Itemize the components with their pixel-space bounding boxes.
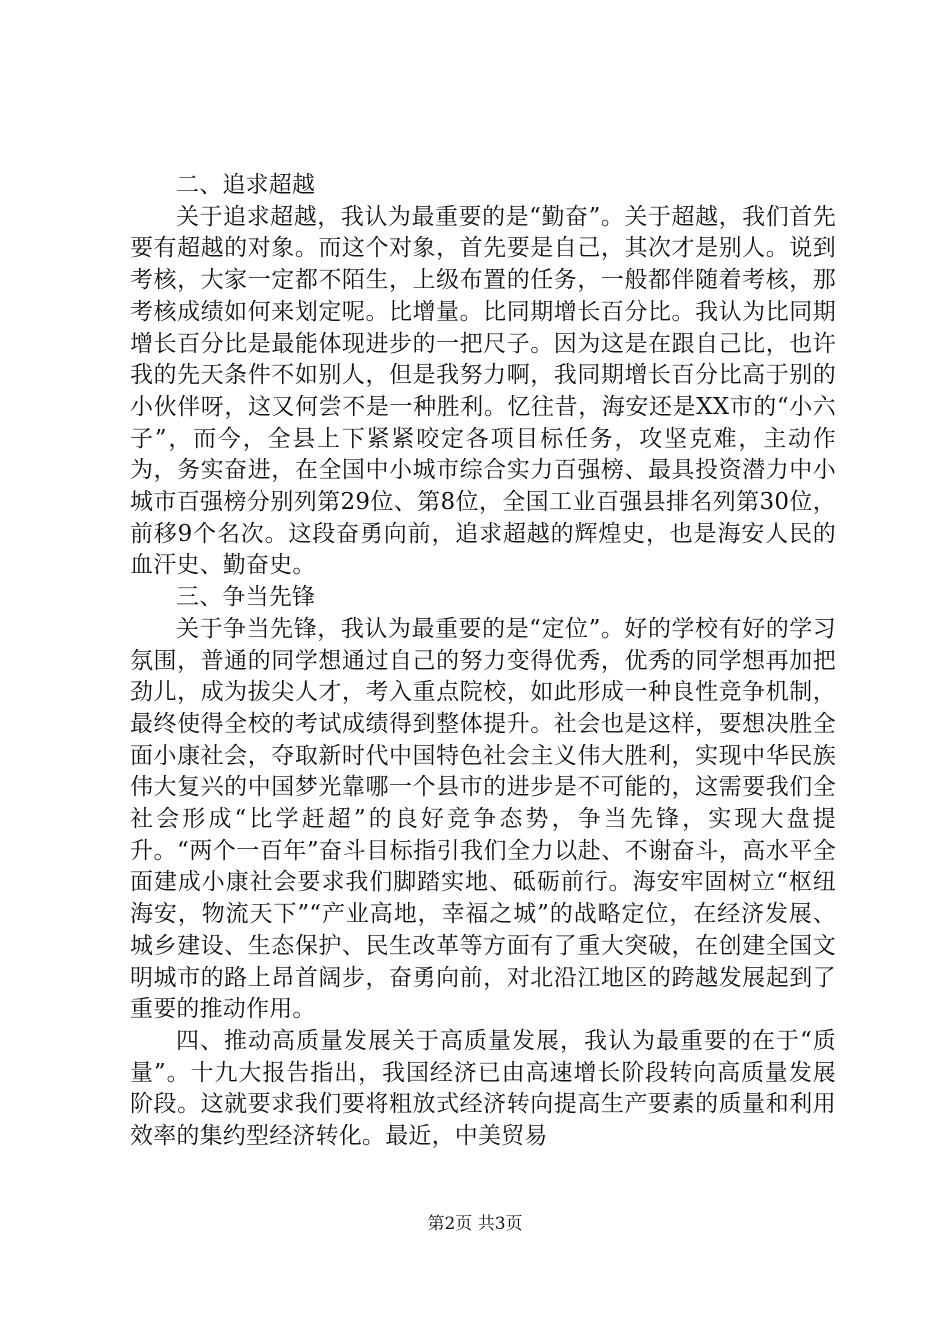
section-paragraph-4: 四、推动高质量发展关于高质量发展，我认为最重要的在于“质量”。十九大报告指出，我国经济已由高速增长阶段转向高质量发展阶段。这就要求我们要将粗放式经济转向提高生产要素的质量和利用效率的集约型经济转化。最近，中美贸易 <box>130 1027 836 1150</box>
section-heading-2: 二、追求超越 <box>176 172 316 198</box>
section-paragraph-2: 关于追求超越，我认为最重要的是“勤奋”。关于超越，我们首先要有超越的对象。而这个对象，首先要是自己，其次才是别人。说到考核，大家一定都不陌生，上级布置的任务，一般都伴随着考核，那考核成绩如何来划定呢。比增量。比同期增长百分比。我认为比同期增长百分比是最能体现进步的一把尺子。因为这是在跟自己比，也许我的先天条件不如别人，但是我努力啊，我同期增长百分比高于别的小伙伴呀，这又何尝不是一种胜利。忆往昔，海安还是XX市的“小六子”，而今，全县上下紧紧咬定各项目标任务，攻坚克难，主动作为，务实奋进，在全国中小城市综合实力百强榜、最具投资潜力中小城市百强榜分别列第29位、第8位，全国工业百强县排名列第30位，前移9个名次。这段奋勇向前，追求超越的辉煌史，也是海安人民的血汗史、勤奋史。 <box>130 203 836 579</box>
section-heading-3: 三、争当先锋 <box>176 584 316 611</box>
document-body <box>130 170 836 1153</box>
page-footer: 第2页 共3页 <box>427 1214 523 1234</box>
section-paragraph-3: 关于争当先锋，我认为最重要的是“定位”。好的学校有好的学习氛围，普通的同学想通过自己的努力变得优秀，优秀的同学想再加把劲儿，成为拔尖人才，考入重点院校，如此形成一种良性竞争机制，最终使得全校的考试成绩得到整体提升。社会也是这样，要想决胜全面小康社会，夺取新时代中国特色社会主义伟大胜利，实现中华民族伟大复兴的中国梦光靠哪一个县市的进步是不可能的，这需要我们全社会形成“比学赶超”的良好竞争态势，争当先锋，实现大盘提升。“两个一百年”奋斗目标指引我们全力以赴、不谢奋斗，高水平全面建成小康社会要求我们脚踏实地、砥砺前行。海安牢固树立“枢纽海安，物流天下”“产业高地，幸福之城”的战略定位，在经济发展、城乡建设、生态保护、民生改革等方面有了重大突破，在创建全国文明城市的路上昂首阔步，奋勇向前，对北沿江地区的跨越发展起到了重要的推动作用。 <box>130 615 836 1023</box>
